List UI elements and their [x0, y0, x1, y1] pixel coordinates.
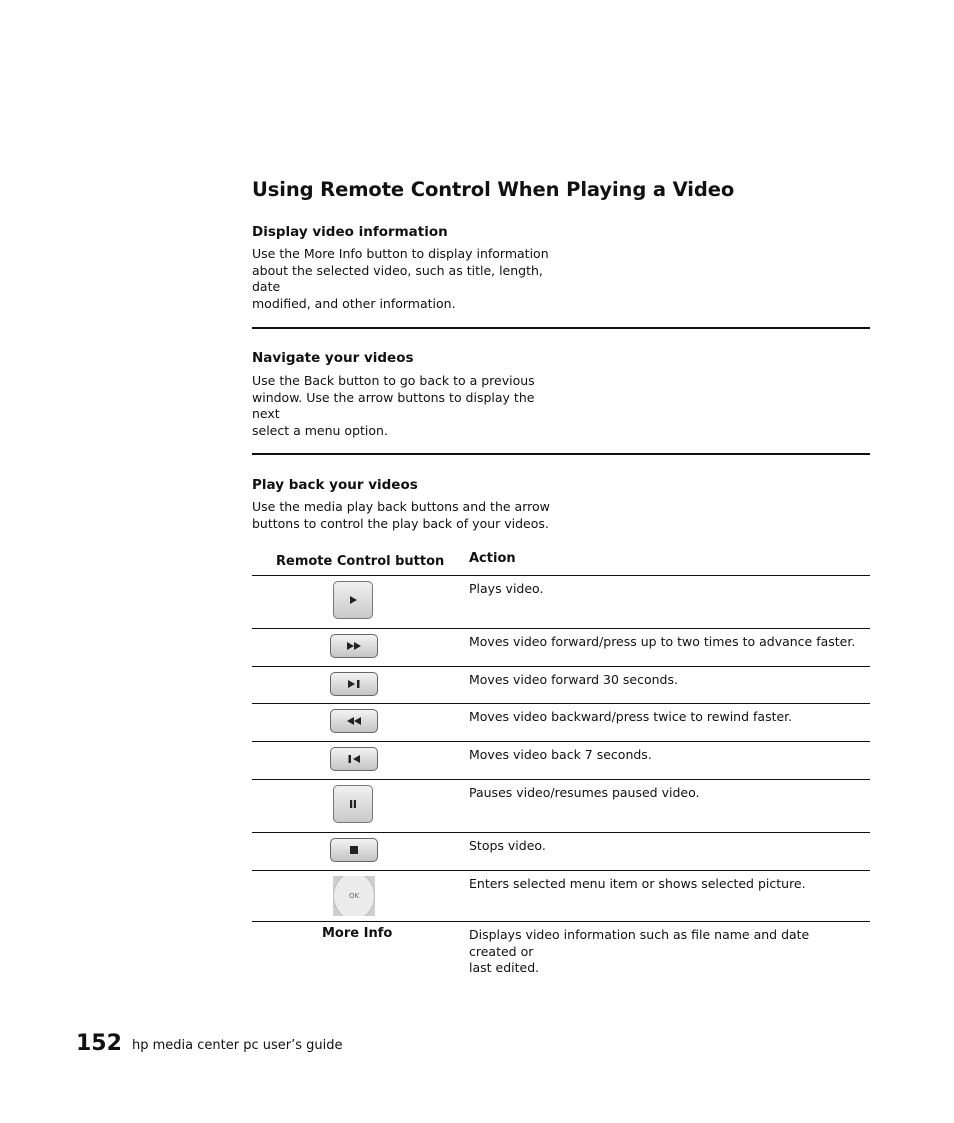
- table-rule: [252, 832, 870, 833]
- table-row-action: Moves video forward/press up to two times to advance faster.: [469, 634, 856, 649]
- table-rule: [252, 666, 870, 667]
- table-rule: [252, 575, 870, 576]
- rewind-button: [330, 709, 378, 733]
- table-rule: [252, 741, 870, 742]
- play-icon: [348, 595, 358, 605]
- skip-back-button: [330, 747, 378, 771]
- section-heading-display-info: Display video information: [252, 224, 448, 240]
- section-divider: [252, 327, 870, 329]
- body-line: Use the More Info button to display information: [252, 246, 549, 261]
- section-body-navigate: [252, 373, 562, 439]
- body-line: about the selected video, such as title, length, date: [252, 262, 543, 294]
- fast-forward-icon: [346, 641, 362, 651]
- page-number: 152: [76, 1031, 122, 1056]
- table-rule: [252, 628, 870, 629]
- ok-label: OK: [348, 892, 360, 900]
- skip-back-icon: [347, 754, 361, 764]
- table-row-action: Moves video forward 30 seconds.: [469, 672, 678, 687]
- stop-button: [330, 838, 378, 862]
- table-rule: [252, 703, 870, 704]
- body-line: Use the Back button to go back to a previous: [252, 373, 535, 388]
- ok-button: [333, 876, 375, 916]
- column-header-action: Action: [469, 551, 516, 566]
- table-row-action: Plays video.: [469, 581, 544, 596]
- action-line: Displays video information such as file name and date created or: [469, 927, 810, 959]
- section-heading-playback: Play back your videos: [252, 477, 418, 493]
- page-title: Using Remote Control When Playing a Video: [252, 178, 735, 201]
- stop-icon: [349, 845, 359, 855]
- pause-icon: [348, 799, 358, 809]
- table-row-action: Stops video.: [469, 838, 546, 853]
- table-rule: [252, 870, 870, 871]
- table-row-action: Enters selected menu item or shows selected picture.: [469, 876, 806, 891]
- more-info-label: More Info: [322, 926, 393, 941]
- table-row-action: Moves video back 7 seconds.: [469, 747, 652, 762]
- footer-guide-title: hp media center pc user’s guide: [132, 1038, 343, 1053]
- body-line: modified, and other information.: [252, 295, 456, 311]
- pause-button: [333, 785, 373, 823]
- table-row-action: [469, 927, 859, 977]
- section-heading-navigate: Navigate your videos: [252, 350, 414, 366]
- section-body-playback: [252, 499, 562, 532]
- body-line: select a menu option.: [252, 422, 388, 438]
- table-rule: [252, 779, 870, 780]
- table-row-action: Pauses video/resumes paused video.: [469, 785, 700, 800]
- column-header-button: Remote Control button: [276, 554, 445, 569]
- section-body-display-info: [252, 246, 562, 312]
- ok-icon: [333, 876, 375, 916]
- fast-forward-button: [330, 634, 378, 658]
- body-line: window. Use the arrow buttons to display the next: [252, 389, 535, 421]
- body-line: Use the media play back buttons and the arrow: [252, 499, 550, 514]
- play-button: [333, 581, 373, 619]
- skip-forward-icon: [347, 679, 361, 689]
- rewind-icon: [346, 716, 362, 726]
- table-rule: [252, 921, 870, 922]
- section-divider: [252, 453, 870, 455]
- table-row-action: Moves video backward/press twice to rewind faster.: [469, 709, 793, 724]
- body-line: buttons to control the play back of your videos.: [252, 515, 549, 531]
- action-line: last edited.: [469, 960, 540, 975]
- skip-forward-button: [330, 672, 378, 696]
